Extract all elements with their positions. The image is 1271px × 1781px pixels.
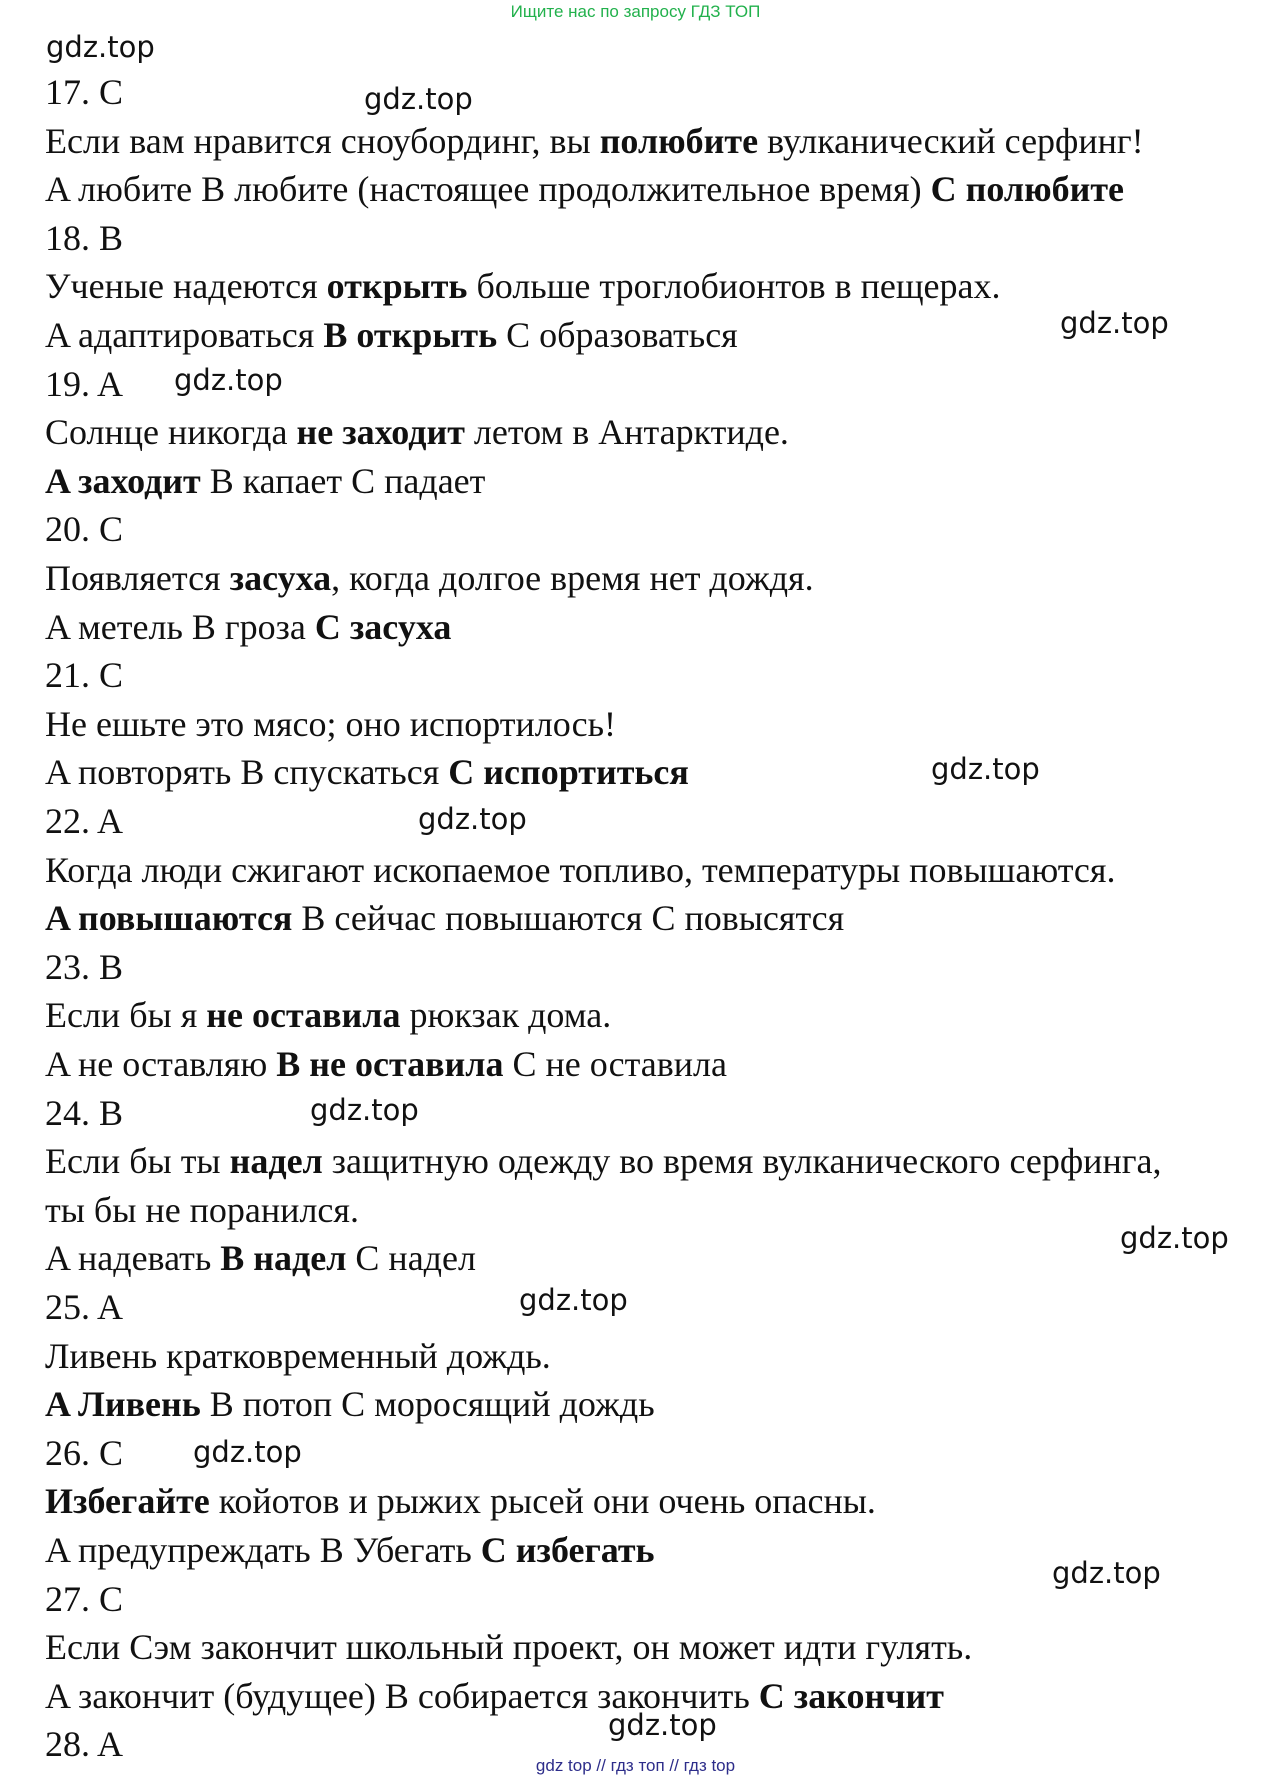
answer-text: летом в Антарктиде. [464, 412, 789, 452]
answer-text: A закончит (будущее) B собирается закончить [45, 1676, 759, 1716]
answer-text: защитную одежду во время вулканического серфинга, [322, 1141, 1162, 1181]
answer-text: A любите B любите (настоящее продолжительное время) [45, 169, 931, 209]
answer-text: вулканический серфинг! [758, 121, 1144, 161]
answer-text: 25. A [45, 1287, 124, 1327]
answer-line [45, 1336, 551, 1376]
answer-line [45, 655, 123, 695]
bold-answer-text: C полюбите [930, 169, 1124, 209]
watermark: gdz.top [193, 1435, 302, 1469]
bold-answer-text: засуха [229, 558, 332, 598]
answer-text: 26. C [45, 1433, 124, 1473]
bold-answer-text: C закончит [758, 1676, 944, 1716]
answer-line [45, 169, 1124, 209]
answer-text: C образоваться [497, 315, 738, 355]
answer-text: A повторять B спускаться [45, 752, 449, 792]
answer-text: B капает C падает [200, 461, 486, 501]
answer-text: рюкзак дома. [400, 995, 612, 1035]
answer-text: C надел [346, 1238, 476, 1278]
bold-answer-text: C избегать [480, 1530, 655, 1570]
answer-line [45, 995, 611, 1035]
watermark: gdz.top [46, 30, 155, 64]
answer-text: 20. C [45, 509, 124, 549]
answer-text: Если бы ты [45, 1141, 230, 1181]
answer-text: B потоп C моросящий дождь [200, 1384, 655, 1424]
answer-line [45, 1481, 876, 1521]
answer-text: A метель B гроза [45, 607, 315, 647]
answer-text: Ученые надеются [45, 266, 327, 306]
bold-answer-text: A Ливень [45, 1384, 201, 1424]
answer-line [45, 947, 123, 987]
answer-text: Ливень кратковременный дождь. [45, 1336, 551, 1376]
answer-text: ты бы не поранился. [45, 1190, 359, 1230]
answer-text: Солнце никогда [45, 412, 297, 452]
answer-text: Появляется [45, 558, 230, 598]
answer-text: A не оставляю [45, 1044, 277, 1084]
answer-line [45, 364, 123, 404]
answer-text: 17. C [45, 72, 124, 112]
answer-line [45, 1044, 727, 1084]
answer-line [45, 461, 485, 501]
answer-line [45, 1238, 476, 1278]
answer-line [45, 1676, 944, 1716]
watermark: gdz.top [1060, 306, 1169, 340]
answer-line [45, 1384, 655, 1424]
bold-answer-text: C испортиться [448, 752, 689, 792]
watermark: gdz.top [364, 82, 473, 116]
answer-line [45, 1530, 655, 1570]
answer-line [45, 898, 844, 938]
answer-text: 22. A [45, 801, 124, 841]
bold-answer-text: не оставила [206, 995, 401, 1035]
answer-line [45, 850, 1115, 890]
answer-text: Если Сэм закончит школьный проект, он может идти гулять. [45, 1627, 973, 1667]
answer-text: койотов и рыжих рысей они очень опасны. [209, 1481, 876, 1521]
answer-text: Если бы я [45, 995, 207, 1035]
answer-line [45, 1190, 359, 1230]
answer-line [45, 266, 1001, 306]
answer-text: 23. B [45, 947, 124, 987]
answer-line [45, 704, 616, 744]
answer-text: Если вам нравится сноубординг, вы [45, 121, 600, 161]
answer-line [45, 1141, 1161, 1181]
answer-text: 18. B [45, 218, 124, 258]
answer-line [45, 607, 451, 647]
answer-line [45, 1579, 123, 1619]
answer-line [45, 558, 814, 598]
answer-text: A предупреждать B Убегать [45, 1530, 481, 1570]
answer-text: C не оставила [503, 1044, 727, 1084]
answer-text: , когда долгое время нет дождя. [331, 558, 814, 598]
bold-answer-text: открыть [326, 266, 468, 306]
watermark: gdz.top [931, 752, 1040, 786]
answer-text: Когда люди сжигают ископаемое топливо, температуры повышаются. [45, 850, 1116, 890]
answer-line [45, 752, 689, 792]
answer-line [45, 72, 123, 112]
answer-text: 19. A [45, 364, 124, 404]
answer-line [45, 1433, 123, 1473]
answer-line [45, 412, 789, 452]
watermark: gdz.top [608, 1708, 717, 1742]
answer-text: A адаптироваться [45, 315, 324, 355]
answer-line [45, 218, 123, 258]
bold-answer-text: B не оставила [276, 1044, 504, 1084]
bold-answer-text: полюбите [599, 121, 759, 161]
bold-answer-text: C засуха [314, 607, 452, 647]
answer-text: A надевать [45, 1238, 221, 1278]
watermark: gdz.top [418, 802, 527, 836]
answer-line [45, 509, 123, 549]
bold-answer-text: Избегайте [45, 1481, 210, 1521]
answer-line [45, 315, 738, 355]
answer-text: B сейчас повышаются C повысятся [292, 898, 845, 938]
answer-text: Не ешьте это мясо; оно испортилось! [45, 704, 617, 744]
answer-text: 24. B [45, 1093, 124, 1133]
answer-line [45, 1627, 972, 1667]
answer-line [45, 1287, 123, 1327]
answer-text: 28. A [45, 1724, 124, 1764]
top-banner: Ищите нас по запросу ГДЗ ТОП [510, 2, 761, 21]
watermark: gdz.top [1120, 1221, 1229, 1255]
answer-line [45, 1093, 123, 1133]
watermark: gdz.top [310, 1093, 419, 1127]
answer-text: больше троглобионтов в пещерах. [467, 266, 1001, 306]
bold-answer-text: надел [229, 1141, 323, 1181]
watermark: gdz.top [174, 363, 283, 397]
answer-text: 27. C [45, 1579, 124, 1619]
bold-answer-text: не заходит [296, 412, 465, 452]
answer-line [45, 121, 1144, 161]
answer-text: 21. C [45, 655, 124, 695]
footer: gdz top // гдз топ // гдз top [535, 1756, 736, 1775]
bold-answer-text: A заходит [45, 461, 201, 501]
watermark: gdz.top [519, 1283, 628, 1317]
watermark: gdz.top [1052, 1556, 1161, 1590]
bold-answer-text: A повышаются [45, 898, 293, 938]
bold-answer-text: B открыть [323, 315, 498, 355]
answer-line [45, 801, 123, 841]
bold-answer-text: B надел [220, 1238, 347, 1278]
